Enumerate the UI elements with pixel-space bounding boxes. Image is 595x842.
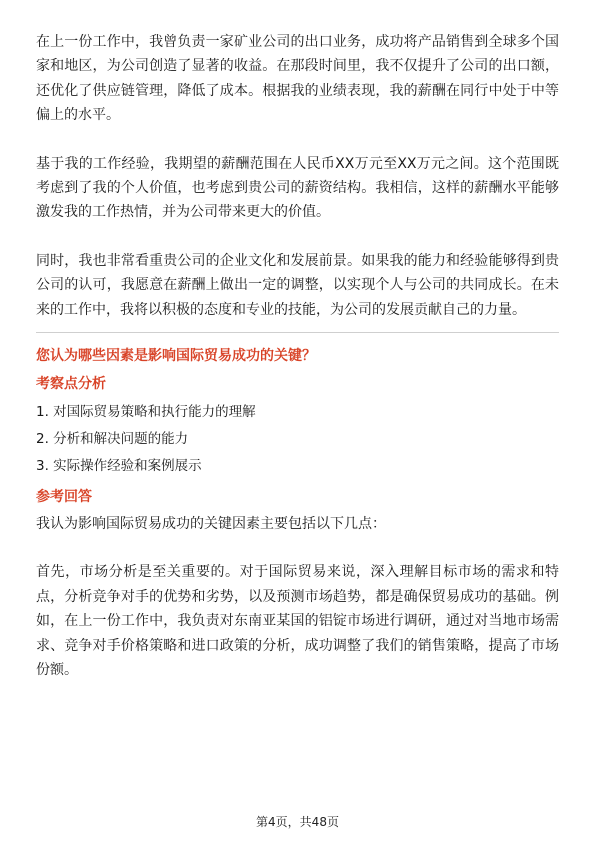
paragraph-company-culture: 同时，我也非常看重贵公司的企业文化和发展前景。如果我的能力和经验能够得到贵公司的认可，我愿意在薪酬上做出一定的调整，以实现个人与公司的共同成长。在未来的工作中，我将以积极的态度和专业的技能，为公司的发展贡献自己的力量。 [36,252,559,318]
paragraph-previous-work: 在上一份工作中，我曾负责一家矿业公司的出口业务，成功将产品销售到全球多个国家和地区，为公司创造了显著的收益。在那段时间里，我不仅提升了公司的出口额，还优化了供应链管理，降低了成本。根据我的业绩表现，我的薪酬在同行中处于中等偏上的水平。 [36,34,559,124]
analysis-item: 1. 对国际贸易策略和执行能力的理解 [36,404,256,421]
answer-intro: 我认为影响国际贸易成功的关键因素主要包括以下几点： [36,516,386,533]
answer-body: 首先，市场分析是至关重要的。对于国际贸易来说，深入理解目标市场的需求和特点，分析竞争对手的优势和劣势，以及预测市场趋势，都是确保贸易成功的基础。例如，在上一份工作中，我负责对东南亚某国的铝锭市场进行调研，通过对当地市场需求、竞争对手价格策略和进口政策的分析，成功调整了我们的销售策略，提高了市场份额。 [36,564,559,679]
analysis-item: 3. 实际操作经验和案例展示 [36,458,202,475]
section-divider [36,332,559,333]
analysis-title: 考察点分析 [36,376,106,393]
interview-question: 您认为哪些因素是影响国际贸易成功的关键？ [36,348,316,365]
page-number: 第4页，共48页 [256,815,339,829]
paragraph-gap [36,225,559,249]
paragraph-salary-expectation: 基于我的工作经验，我期望的薪酬范围在人民币XX万元至XX万元之间。这个范围既考虑到了我的个人价值，也考虑到贵公司的薪资结构。我相信，这样的薪酬水平能够激发我的工作热情，并为公司带来更大的价值。 [36,155,559,221]
paragraph-gap [36,128,559,152]
analysis-item: 2. 分析和解决问题的能力 [36,431,189,448]
paragraph-gap [36,536,559,560]
document-page [36,30,559,683]
answer-title: 参考回答 [36,489,92,506]
